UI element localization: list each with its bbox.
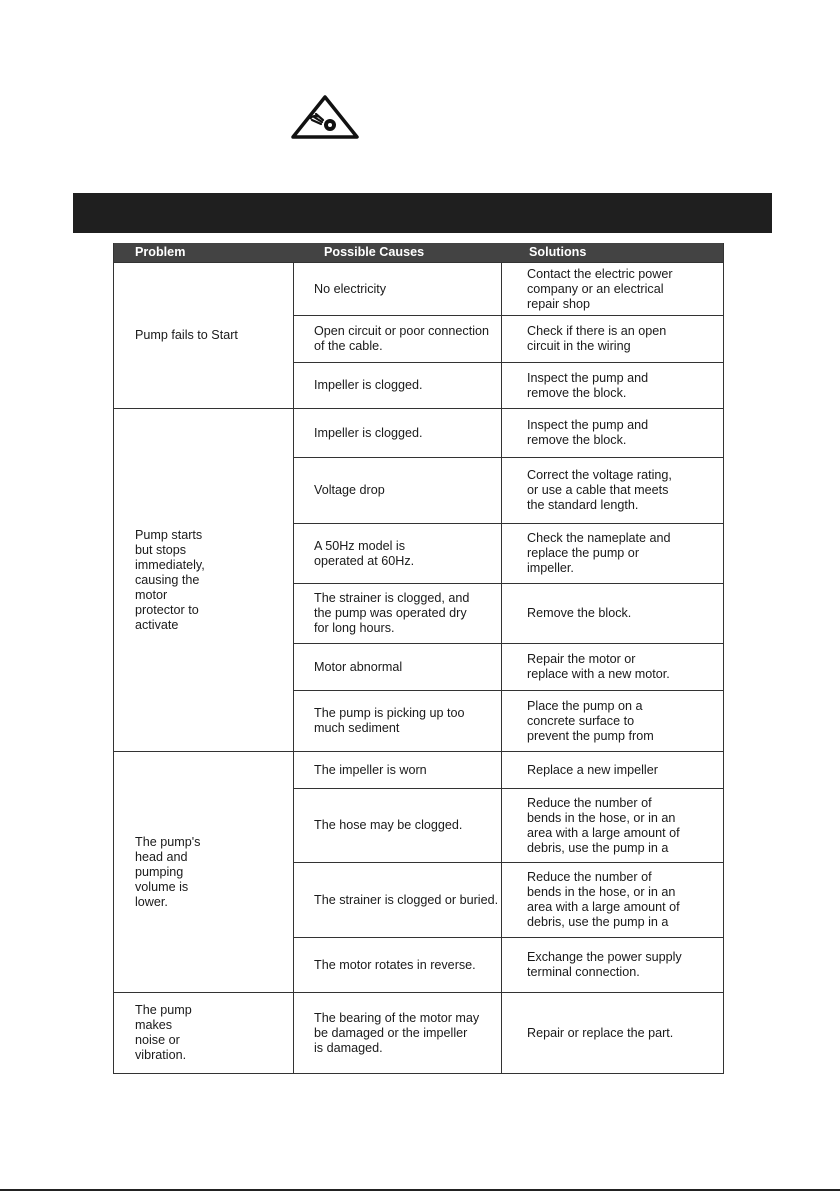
- table-row: [294, 643, 723, 690]
- cause-cell: The pump is picking up too much sediment: [294, 691, 502, 751]
- solution-cell: Contact the electric power company or an electrical repair shop: [527, 266, 673, 311]
- solution-cell: Repair or replace the part.: [527, 1025, 674, 1040]
- table-row: [294, 457, 723, 523]
- section-title-bar: [73, 193, 772, 233]
- solution-cell: Place the pump on a concrete surface to prevent the pump from: [527, 698, 654, 743]
- problem-cell: Pump starts but stops immediately, causing the motor protector to activate: [114, 409, 294, 751]
- solution-cell: Repair the motor or replace with a new motor.: [527, 652, 670, 681]
- solution-cell: Replace a new impeller: [527, 762, 658, 777]
- table-row: [294, 862, 723, 937]
- rotating-parts-warning-icon: [290, 95, 360, 139]
- cause-cell: A 50Hz model is operated at 60Hz.: [294, 524, 502, 583]
- table-row: [294, 788, 723, 862]
- table-row: [294, 523, 723, 583]
- cause-cell: Open circuit or poor connection of the cable.: [294, 316, 502, 362]
- cause-cell: The motor rotates in reverse.: [294, 938, 502, 992]
- solution-cell: Reduce the number of bends in the hose, or in an area with a large amount of debris, use the pump in a: [527, 795, 680, 855]
- table-row: [294, 362, 723, 408]
- problem-cell: The pump makes noise or vibration.: [114, 993, 294, 1073]
- cause-cell: Motor abnormal: [294, 644, 502, 690]
- solution-cell: Reduce the number of bends in the hose, or in an area with a large amount of debris, use the pump in a: [527, 870, 680, 929]
- solution-cell: Check if there is an open circuit in the wiring: [527, 324, 667, 353]
- table-row: [294, 752, 723, 788]
- problem-cell: Pump fails to Start: [114, 263, 294, 408]
- solution-cell: Inspect the pump and remove the block.: [527, 370, 649, 400]
- table-row: [294, 315, 723, 362]
- problem-group: [114, 992, 723, 1073]
- cause-cell: The impeller is worn: [294, 752, 502, 788]
- solution-cell: Exchange the power supply terminal connection.: [527, 950, 682, 979]
- table-row: [294, 993, 723, 1073]
- troubleshooting-table: [113, 243, 724, 1074]
- table-row: [294, 937, 723, 992]
- solution-cell: Check the nameplate and replace the pump or impeller.: [527, 531, 671, 575]
- solution-cell: Remove the block.: [527, 606, 632, 620]
- table-row: [294, 263, 723, 315]
- header-causes: Possible Causes: [324, 245, 425, 259]
- solution-cell: Correct the voltage rating, or use a cable that meets the standard length.: [527, 468, 672, 512]
- table-row: [294, 690, 723, 751]
- cause-cell: Impeller is clogged.: [294, 409, 502, 457]
- cause-cell: The strainer is clogged, and the pump was operated dry for long hours.: [294, 584, 502, 643]
- problem-group: [114, 751, 723, 992]
- cause-cell: The hose may be clogged.: [294, 789, 502, 862]
- cause-cell: No electricity: [294, 263, 502, 315]
- cause-cell: The bearing of the motor may be damaged or the impeller is damaged.: [294, 993, 502, 1073]
- header-solutions: Solutions: [529, 245, 587, 259]
- table-row: [294, 409, 723, 457]
- cause-cell: The strainer is clogged or buried.: [294, 863, 502, 937]
- solution-cell: Inspect the pump and remove the block.: [527, 418, 649, 447]
- header-problem: Problem: [135, 245, 186, 259]
- problem-group: [114, 262, 723, 408]
- problem-cell: The pump's head and pumping volume is lower.: [114, 752, 294, 992]
- page-bottom-rule: [0, 1189, 840, 1191]
- table-header: [114, 243, 723, 262]
- problem-group: [114, 408, 723, 751]
- cause-cell: Impeller is clogged.: [294, 363, 502, 408]
- table-row: [294, 583, 723, 643]
- cause-cell: Voltage drop: [294, 458, 502, 523]
